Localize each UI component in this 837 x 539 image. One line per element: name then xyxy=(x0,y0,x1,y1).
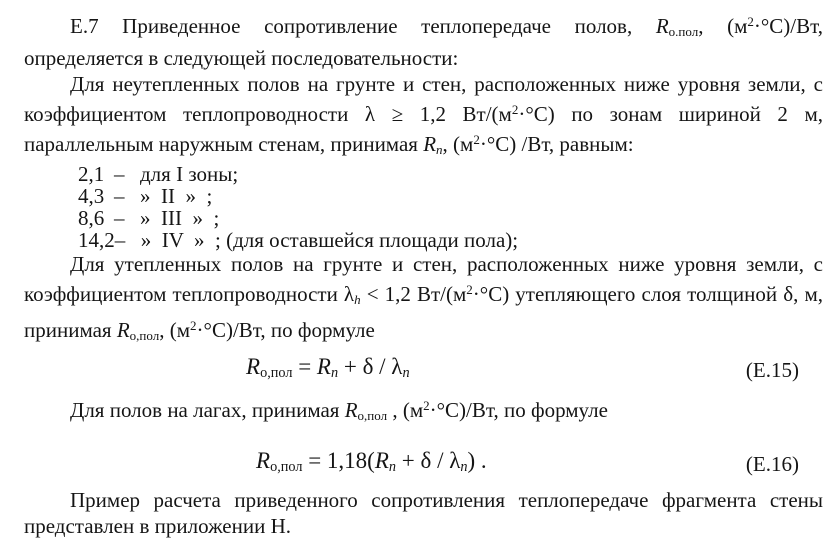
text-segment: о,пол xyxy=(129,328,160,344)
text-segment: ·°С)/Вт, по формуле xyxy=(196,318,375,343)
text-segment: , (м xyxy=(698,14,748,39)
zone-dash: – xyxy=(114,206,125,231)
text-segment: n xyxy=(436,142,443,158)
text-segment: Для полов на лагах, принимая xyxy=(70,398,345,423)
equation-e16 xyxy=(24,447,823,481)
equation-label-e15: (Е.15) xyxy=(745,358,799,383)
text-segment: R xyxy=(316,354,331,380)
zone-dash: – xyxy=(114,184,125,209)
zone-dash: – xyxy=(114,228,126,253)
text-segment: 2 xyxy=(511,102,519,118)
text-segment: λ xyxy=(343,282,355,307)
text-segment: 2 xyxy=(190,318,197,334)
text-segment: + δ / λ xyxy=(396,448,461,474)
text-segment: 2 xyxy=(423,398,430,414)
zone-value: 8,6 xyxy=(78,206,105,231)
text-segment: R xyxy=(374,448,389,474)
text-segment: ·°С) /Вт, равным: xyxy=(479,132,634,157)
text-segment: Пример расчета приведенного сопротивления теплопередаче фрагмента стены представлен в приложении Н. xyxy=(24,488,823,539)
zone-label: » II » ; xyxy=(140,184,213,209)
text-segment: h xyxy=(354,292,361,308)
zone-label: » III » ; xyxy=(140,206,220,231)
text-segment: n xyxy=(402,365,410,382)
zone-list-item xyxy=(78,163,823,185)
text-segment: R xyxy=(423,132,437,157)
text-segment: о,пол xyxy=(357,408,388,424)
text-segment: R xyxy=(256,448,271,474)
zone-list-item xyxy=(78,185,823,207)
text-segment: + δ / λ xyxy=(338,354,403,380)
text-segment: 2 xyxy=(747,14,754,29)
text-segment: ·°С) утепляющего слоя толщиной δ, м, принимая xyxy=(24,282,823,343)
text-segment: ·°С)/Вт, по формуле xyxy=(429,398,608,423)
zone-resistance-list xyxy=(24,163,823,251)
text-segment: ·°С)/Вт, определяется в следующей последовательности: xyxy=(24,14,823,71)
text-segment: Для неутепленных полов на грунте и стен, расположенных ниже уровня земли, с коэффициентом теплопроводности λ ≥ 1,2 Вт/(м xyxy=(24,72,823,127)
text-segment: ·°С) по зонам шириной 2 м, параллельным наружным стенам, принимая xyxy=(24,102,824,157)
zone-list-item xyxy=(78,207,823,229)
zone-label: для I зоны; xyxy=(140,162,239,187)
paragraph-floors-on-joists xyxy=(24,393,823,429)
zone-value: 14,2 xyxy=(78,228,115,253)
text-segment: о,пол xyxy=(270,459,303,476)
paragraph-uninsulated-floors xyxy=(24,71,823,163)
zone-value: 4,3 xyxy=(78,184,105,209)
text-segment: 2 xyxy=(466,282,473,298)
zone-label: » IV » ; (для оставшейся площади пола); xyxy=(140,228,519,253)
equation-e15 xyxy=(24,353,823,387)
text-segment: о.пол xyxy=(668,24,699,40)
text-segment: Е.7 Приведенное сопротивление теплопередаче полов, xyxy=(70,14,656,39)
equation-label-e16: (Е.16) xyxy=(745,452,799,477)
text-segment: R xyxy=(116,318,130,343)
text-segment: R xyxy=(344,398,358,423)
paragraph-e7-intro xyxy=(24,9,823,71)
text-segment: = 1,18( xyxy=(302,448,375,474)
text-segment: ) . xyxy=(467,448,487,474)
text-segment: = xyxy=(292,354,317,380)
text-segment: R xyxy=(246,354,261,380)
formula-e15 xyxy=(246,354,410,386)
text-segment: , (м xyxy=(387,398,424,423)
zone-dash: – xyxy=(114,162,125,187)
text-segment: R xyxy=(655,14,669,39)
text-segment: Для утепленных полов на грунте и стен, расположенных ниже уровня земли, с коэффициентом теплопроводности xyxy=(24,252,823,307)
zone-list-item xyxy=(78,229,823,251)
text-segment: n xyxy=(330,365,339,382)
text-segment: n xyxy=(460,459,468,476)
paragraph-insulated-floors xyxy=(24,251,823,349)
text-segment: , (м xyxy=(442,132,474,157)
paragraph-example-reference xyxy=(24,487,823,539)
zone-value: 2,1 xyxy=(78,162,105,187)
formula-e16 xyxy=(256,448,487,480)
text-segment: < 1,2 Вт/(м xyxy=(360,282,467,307)
text-segment: о,пол xyxy=(260,365,293,382)
text-segment: , (м xyxy=(159,318,191,343)
text-segment: 2 xyxy=(473,132,480,148)
text-segment: n xyxy=(388,459,397,476)
